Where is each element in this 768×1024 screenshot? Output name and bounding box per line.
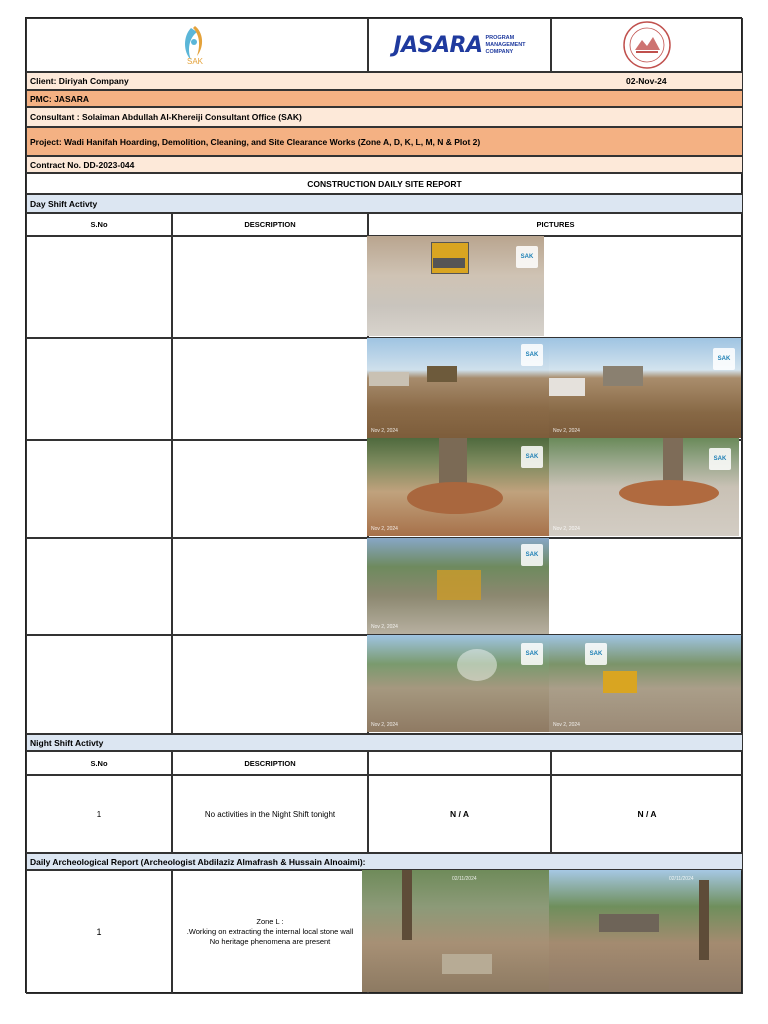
consultant-row	[26, 107, 743, 127]
archeo-photo-1	[362, 870, 549, 992]
archeo-row-desc	[172, 870, 368, 994]
day-row-sno	[26, 440, 172, 538]
contract-text: Contract No. DD-2023-044	[30, 159, 135, 170]
archeo-photo-2	[549, 870, 741, 992]
day-row-desc	[172, 338, 368, 440]
archeo-title: Daily Archeological Report (Archeologist Abdilaziz Almafrash & Hussain Alnoaimi):	[30, 856, 366, 867]
sak-watermark-icon: SAK	[521, 643, 543, 665]
jasara-sub-line: COMPANY	[485, 48, 514, 55]
archeo-desc-work: .Working on extracting the internal local stone wall	[186, 927, 354, 936]
night-col-pic1	[368, 751, 551, 775]
sak-watermark-icon: SAK	[516, 246, 538, 268]
day-row-desc	[172, 440, 368, 538]
project-row	[26, 127, 743, 156]
jasara-logo-text: JASARA	[393, 32, 483, 58]
night-col-sno: S.No	[26, 751, 172, 775]
day-shift-title: Day Shift Activty	[30, 198, 98, 209]
diriyah-seal	[622, 20, 672, 70]
jasara-sub-line: PROGRAM	[485, 34, 515, 41]
night-shift-header	[26, 734, 743, 751]
site-photo-excavator-1	[367, 338, 549, 438]
site-photo-roller	[367, 236, 544, 336]
sak-logo-text: SAK	[187, 57, 204, 66]
photo-timestamp: Nov 2, 2024	[553, 428, 580, 434]
day-row-sno	[26, 635, 172, 734]
site-photo-roller-2	[549, 635, 741, 732]
client-row	[26, 72, 743, 90]
col-description: DESCRIPTION	[172, 213, 368, 236]
day-row-sno	[26, 538, 172, 635]
archeo-row-sno: 1	[26, 870, 172, 994]
day-row-sno	[26, 236, 172, 338]
jasara-logo-cell	[368, 18, 551, 72]
sak-watermark-icon: SAK	[521, 446, 543, 468]
photo-timestamp: Nov 2, 2024	[371, 428, 398, 434]
photo-timestamp: 02/11/2024	[669, 876, 694, 882]
consultant-text: Consultant : Solaiman Abdullah Al-Khereiji Consultant Office (SAK)	[30, 112, 302, 122]
jasara-sub-line: MANAGEMENT	[485, 41, 526, 48]
night-row-pic1: N / A	[368, 775, 551, 853]
archeo-desc-heritage: No heritage phenomena are present	[209, 937, 331, 946]
day-row-desc	[172, 635, 368, 734]
photo-timestamp: Nov 2, 2024	[371, 624, 398, 630]
site-photo-excavator-palms	[367, 538, 549, 634]
photo-timestamp: Nov 2, 2024	[371, 722, 398, 728]
contract-row	[26, 156, 743, 173]
photo-timestamp: Nov 2, 2024	[553, 722, 580, 728]
day-row-desc	[172, 236, 368, 338]
sak-watermark-icon: SAK	[521, 344, 543, 366]
report-date: 02-Nov-24	[626, 76, 667, 86]
night-row-desc: No activities in the Night Shift tonight	[172, 775, 368, 853]
site-photo-palm-2	[549, 438, 739, 536]
report-sheet	[25, 17, 742, 993]
sak-watermark-icon: SAK	[585, 643, 607, 665]
night-row-pic2: N / A	[551, 775, 743, 853]
report-title: CONSTRUCTION DAILY SITE REPORT	[26, 173, 743, 194]
jasara-subtitle	[486, 35, 526, 56]
archeo-header	[26, 853, 743, 870]
photo-timestamp: 02/11/2024	[452, 876, 477, 882]
site-photo-palm-1	[367, 438, 549, 536]
night-row-sno: 1	[26, 775, 172, 853]
col-sno: S.No	[26, 213, 172, 236]
day-row-sno	[26, 338, 172, 440]
seal-cell	[551, 18, 743, 72]
pmc-text: PMC: JASARA	[30, 93, 90, 104]
site-photo-water-spray	[367, 635, 549, 732]
col-pictures: PICTURES	[368, 213, 743, 236]
photo-timestamp: Nov 2, 2024	[553, 526, 580, 532]
sak-watermark-icon: SAK	[709, 448, 731, 470]
day-shift-header	[26, 194, 743, 213]
pmc-row	[26, 90, 743, 107]
photo-timestamp: Nov 2, 2024	[371, 526, 398, 532]
sak-watermark-icon: SAK	[521, 544, 543, 566]
sak-watermark-icon: SAK	[713, 348, 735, 370]
site-photo-excavator-2	[549, 338, 741, 438]
night-shift-title: Night Shift Activty	[30, 737, 104, 748]
day-row-desc	[172, 538, 368, 635]
project-text: Project: Wadi Hanifah Hoarding, Demolition, Cleaning, and Site Clearance Works (Zone A, D, K, L, M, N & Plot 2)	[30, 136, 481, 147]
archeo-desc-zone: Zone L :	[256, 917, 284, 926]
night-col-pic2	[551, 751, 743, 775]
sak-logo-cell	[26, 18, 368, 72]
client-text: Client: Diriyah Company	[30, 76, 129, 86]
night-col-description: DESCRIPTION	[172, 751, 368, 775]
